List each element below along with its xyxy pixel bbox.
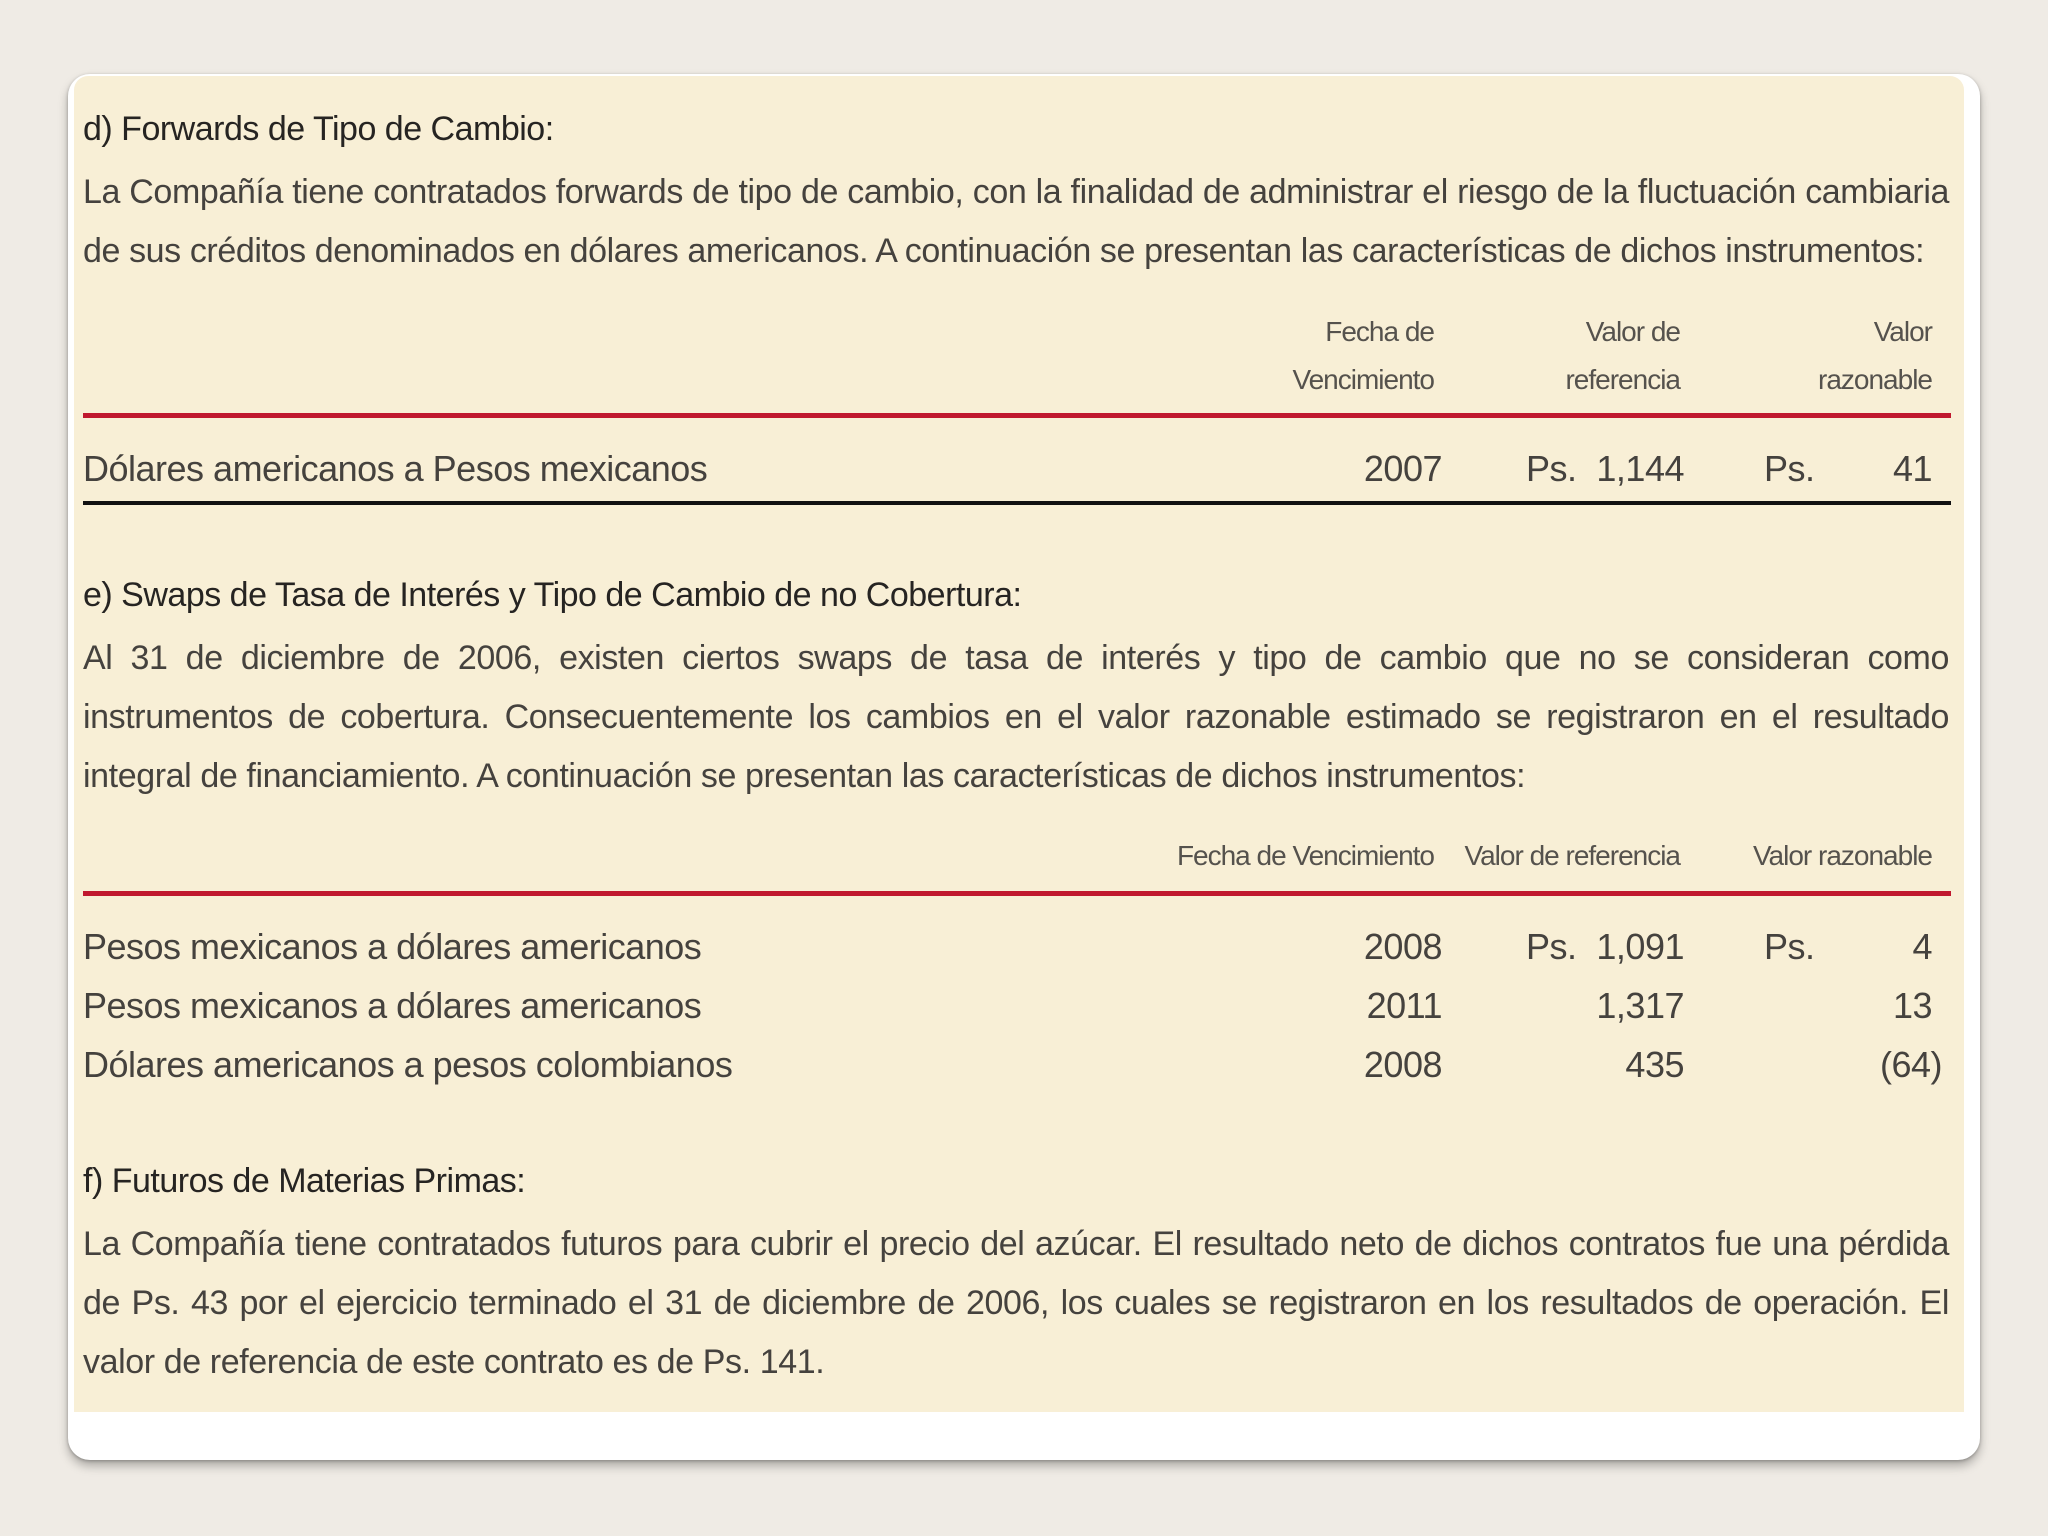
section-e-row-ref: 1,317 [1596, 985, 1684, 1026]
section-e-row-ref: 1,091 [1596, 926, 1684, 967]
section-d-row-cur2: Ps. [1764, 448, 1815, 489]
section-d-row-label: Dólares americanos a Pesos mexicanos [83, 448, 708, 489]
section-e-row-raz: 13 [1892, 985, 1932, 1026]
section-d-title: d) Forwards de Tipo de Cambio: [83, 110, 554, 148]
section-e-row-raz: 4 [1912, 926, 1932, 967]
section-d-row-raz: 41 [1892, 448, 1932, 489]
section-e-row-label: Pesos mexicanos a dólares americanos [83, 926, 702, 967]
header-fecha-line2: Vencimiento [1292, 364, 1434, 395]
header-valor-ref-e: Valor de referencia [1464, 840, 1680, 871]
section-f-body: La Compañía tiene contratados futuros para cubrir el precio del azúcar. El resultado neto de dichos contratos fue una pérdida de Ps. 43 por el ejercicio terminado el 31 de diciembre de 2006, los cuales se registraron en los resultados de operación. El valor de referencia de este contrato es de Ps. 141. [83, 1225, 1949, 1381]
section-e-row-cur2: Ps. [1764, 926, 1815, 967]
header-fecha-line1: Fecha de [1325, 316, 1434, 347]
section-e-row-label: Pesos mexicanos a dólares americanos [83, 985, 702, 1026]
section-e-header-rule [83, 891, 1951, 896]
header-fecha-e: Fecha de Vencimiento [1176, 840, 1434, 871]
header-valor-ref-line2: referencia [1565, 364, 1680, 395]
header-valor-raz-d [1732, 308, 1932, 404]
section-e-row-year: 2008 [1363, 1044, 1442, 1085]
header-valor-raz-line2: razonable [1818, 364, 1932, 395]
section-d-row-year: 2007 [1363, 448, 1442, 489]
section-e-row-cur1: Ps. [1526, 926, 1577, 967]
section-d-total-rule [83, 501, 1951, 505]
header-valor-raz-line1: Valor [1873, 316, 1932, 347]
section-e-row-year: 2008 [1363, 926, 1442, 967]
section-e-body: Al 31 de diciembre de 2006, existen ciertos swaps de tasa de interés y tipo de cambio que no se consideran como instrumentos de cobertura. Consecuentemente los cambios en el valor razonable estimado se registraron en el resultado integral de financiamiento. A continuación se presentan las características de dichos instrumentos: [83, 639, 1949, 795]
section-e-title: e) Swaps de Tasa de Interés y Tipo de Cambio de no Cobertura: [83, 576, 1022, 614]
section-e-row-raz: (64) [1879, 1044, 1942, 1085]
section-d-header-rule [83, 413, 1951, 418]
section-d-body: La Compañía tiene contratados forwards de tipo de cambio, con la finalidad de administrar el riesgo de la fluctuación cambiaria de sus créditos denominados en dólares americanos. A continuación se presentan las características de dichos instrumentos: [83, 173, 1949, 270]
section-d-row-cur1: Ps. [1526, 448, 1577, 489]
section-e-row-ref: 435 [1625, 1044, 1684, 1085]
section-f-title: f) Futuros de Materias Primas: [83, 1162, 526, 1200]
header-valor-ref-line1: Valor de [1585, 316, 1680, 347]
header-fecha-d [1234, 308, 1434, 404]
header-valor-raz-e: Valor razonable [1752, 840, 1932, 871]
section-e-row-year: 2011 [1366, 985, 1442, 1026]
header-valor-ref-d [1480, 308, 1680, 404]
section-d-row-ref: 1,144 [1596, 448, 1684, 489]
section-e-row-label: Dólares americanos a pesos colombianos [83, 1044, 733, 1085]
